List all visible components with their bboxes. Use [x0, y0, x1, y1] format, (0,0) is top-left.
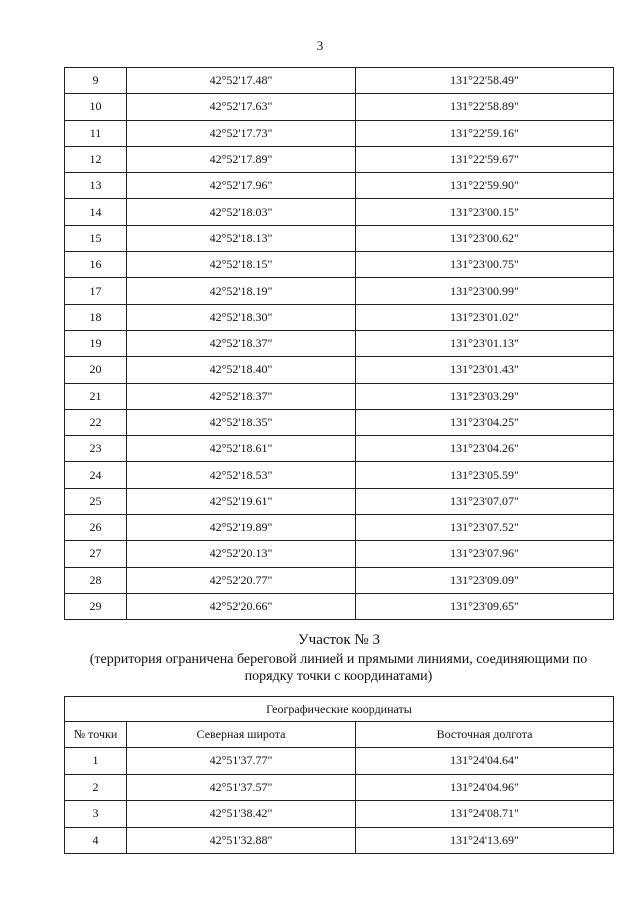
point-number-cell: 14 [65, 199, 127, 225]
table-row [65, 330, 614, 356]
longitude-cell: 131°23'04.26" [356, 436, 614, 462]
point-number-cell: 10 [65, 94, 127, 120]
longitude-cell: 131°22'59.90" [356, 173, 614, 199]
table-row [65, 252, 614, 278]
longitude-cell: 131°23'01.02" [356, 304, 614, 330]
point-number-cell: 20 [65, 357, 127, 383]
table-row [65, 120, 614, 146]
latitude-cell: 42°52'19.89" [127, 515, 356, 541]
longitude-cell: 131°22'59.67" [356, 146, 614, 172]
longitude-cell: 131°23'00.75" [356, 252, 614, 278]
latitude-cell: 42°52'19.61" [127, 488, 356, 514]
table-row [65, 383, 614, 409]
point-number-cell: 17 [65, 278, 127, 304]
point-number-cell: 25 [65, 488, 127, 514]
longitude-cell: 131°23'03.29" [356, 383, 614, 409]
table-row [65, 173, 614, 199]
point-number-cell: 19 [65, 330, 127, 356]
table-row [65, 278, 614, 304]
table-row [65, 515, 614, 541]
longitude-cell: 131°23'05.59" [356, 462, 614, 488]
coordinates-table-continued [64, 67, 614, 620]
longitude-cell: 131°24'04.96" [356, 774, 614, 801]
point-number-cell: 27 [65, 541, 127, 567]
latitude-cell: 42°51'37.57" [127, 774, 356, 801]
latitude-cell: 42°52'18.61" [127, 436, 356, 462]
table-row [65, 409, 614, 435]
latitude-cell: 42°52'18.37" [127, 383, 356, 409]
coordinates-table-body [65, 68, 614, 620]
longitude-cell: 131°22'59.16" [356, 120, 614, 146]
longitude-cell: 131°23'01.43" [356, 357, 614, 383]
latitude-cell: 42°51'37.77" [127, 748, 356, 775]
longitude-cell: 131°23'07.96" [356, 541, 614, 567]
latitude-cell: 42°52'20.13" [127, 541, 356, 567]
point-number-cell: 9 [65, 68, 127, 94]
latitude-cell: 42°52'17.63" [127, 94, 356, 120]
longitude-cell: 131°23'01.13" [356, 330, 614, 356]
point-number-cell: 4 [65, 827, 127, 854]
table-row [65, 436, 614, 462]
longitude-cell: 131°23'09.65" [356, 593, 614, 619]
latitude-cell: 42°52'18.37" [127, 330, 356, 356]
table-row [65, 801, 614, 828]
point-number-cell: 12 [65, 146, 127, 172]
point-number-cell: 2 [65, 774, 127, 801]
latitude-cell: 42°52'17.73" [127, 120, 356, 146]
latitude-cell: 42°52'17.89" [127, 146, 356, 172]
latitude-cell: 42°52'18.53" [127, 462, 356, 488]
longitude-cell: 131°23'09.09" [356, 567, 614, 593]
latitude-cell: 42°52'18.13" [127, 225, 356, 251]
latitude-cell: 42°52'18.15" [127, 252, 356, 278]
table-row [65, 567, 614, 593]
table-row [65, 774, 614, 801]
north-latitude-header: Северная широта [127, 722, 356, 748]
longitude-cell: 131°23'00.15" [356, 199, 614, 225]
longitude-cell: 131°24'13.69" [356, 827, 614, 854]
section-title: Участок № 3 [298, 632, 380, 648]
table-row [65, 462, 614, 488]
point-number-cell: 28 [65, 567, 127, 593]
point-number-cell: 1 [65, 748, 127, 775]
longitude-cell: 131°23'00.99" [356, 278, 614, 304]
page-number: 3 [316, 38, 324, 53]
longitude-cell: 131°23'07.52" [356, 515, 614, 541]
latitude-cell: 42°52'18.35" [127, 409, 356, 435]
table-row [65, 593, 614, 619]
table-row [65, 541, 614, 567]
table-row [65, 357, 614, 383]
longitude-cell: 131°22'58.49" [356, 68, 614, 94]
column-header-row [65, 722, 614, 748]
table-row [65, 488, 614, 514]
latitude-cell: 42°51'38.42" [127, 801, 356, 828]
point-number-cell: 22 [65, 409, 127, 435]
table-row [65, 304, 614, 330]
point-number-cell: 18 [65, 304, 127, 330]
longitude-cell: 131°24'04.64" [356, 748, 614, 775]
latitude-cell: 42°52'20.77" [127, 567, 356, 593]
point-number-cell: 23 [65, 436, 127, 462]
section-3-table-body [65, 748, 614, 854]
point-number-cell: 16 [65, 252, 127, 278]
latitude-cell: 42°52'18.03" [127, 199, 356, 225]
table-row [65, 199, 614, 225]
point-number-cell: 26 [65, 515, 127, 541]
longitude-cell: 131°23'04.25" [356, 409, 614, 435]
east-longitude-header: Восточная долгота [356, 722, 614, 748]
geographic-coordinates-header: Географические координаты [65, 697, 614, 722]
point-number-cell: 13 [65, 173, 127, 199]
latitude-cell: 42°52'18.30" [127, 304, 356, 330]
point-number-cell: 11 [65, 120, 127, 146]
table-row [65, 146, 614, 172]
table-row [65, 827, 614, 854]
latitude-cell: 42°52'17.96" [127, 173, 356, 199]
table-header [65, 697, 614, 748]
group-header-row [65, 697, 614, 722]
longitude-cell: 131°24'08.71" [356, 801, 614, 828]
section-3-coordinates-table [64, 696, 614, 854]
point-number-header: № точки [65, 722, 127, 748]
table-row [65, 748, 614, 775]
table-row [65, 68, 614, 94]
latitude-cell: 42°52'17.48" [127, 68, 356, 94]
longitude-cell: 131°23'07.07" [356, 488, 614, 514]
latitude-cell: 42°52'18.40" [127, 357, 356, 383]
table-row [65, 225, 614, 251]
section-description: (территория ограничена береговой линией и прямыми линиями, соединяющими по порядку точки с координатами) [89, 652, 588, 684]
latitude-cell: 42°51'32.88" [127, 827, 356, 854]
longitude-cell: 131°23'00.62" [356, 225, 614, 251]
point-number-cell: 29 [65, 593, 127, 619]
point-number-cell: 3 [65, 801, 127, 828]
point-number-cell: 24 [65, 462, 127, 488]
latitude-cell: 42°52'20.66" [127, 593, 356, 619]
point-number-cell: 15 [65, 225, 127, 251]
table-row [65, 94, 614, 120]
point-number-cell: 21 [65, 383, 127, 409]
longitude-cell: 131°22'58.89" [356, 94, 614, 120]
latitude-cell: 42°52'18.19" [127, 278, 356, 304]
